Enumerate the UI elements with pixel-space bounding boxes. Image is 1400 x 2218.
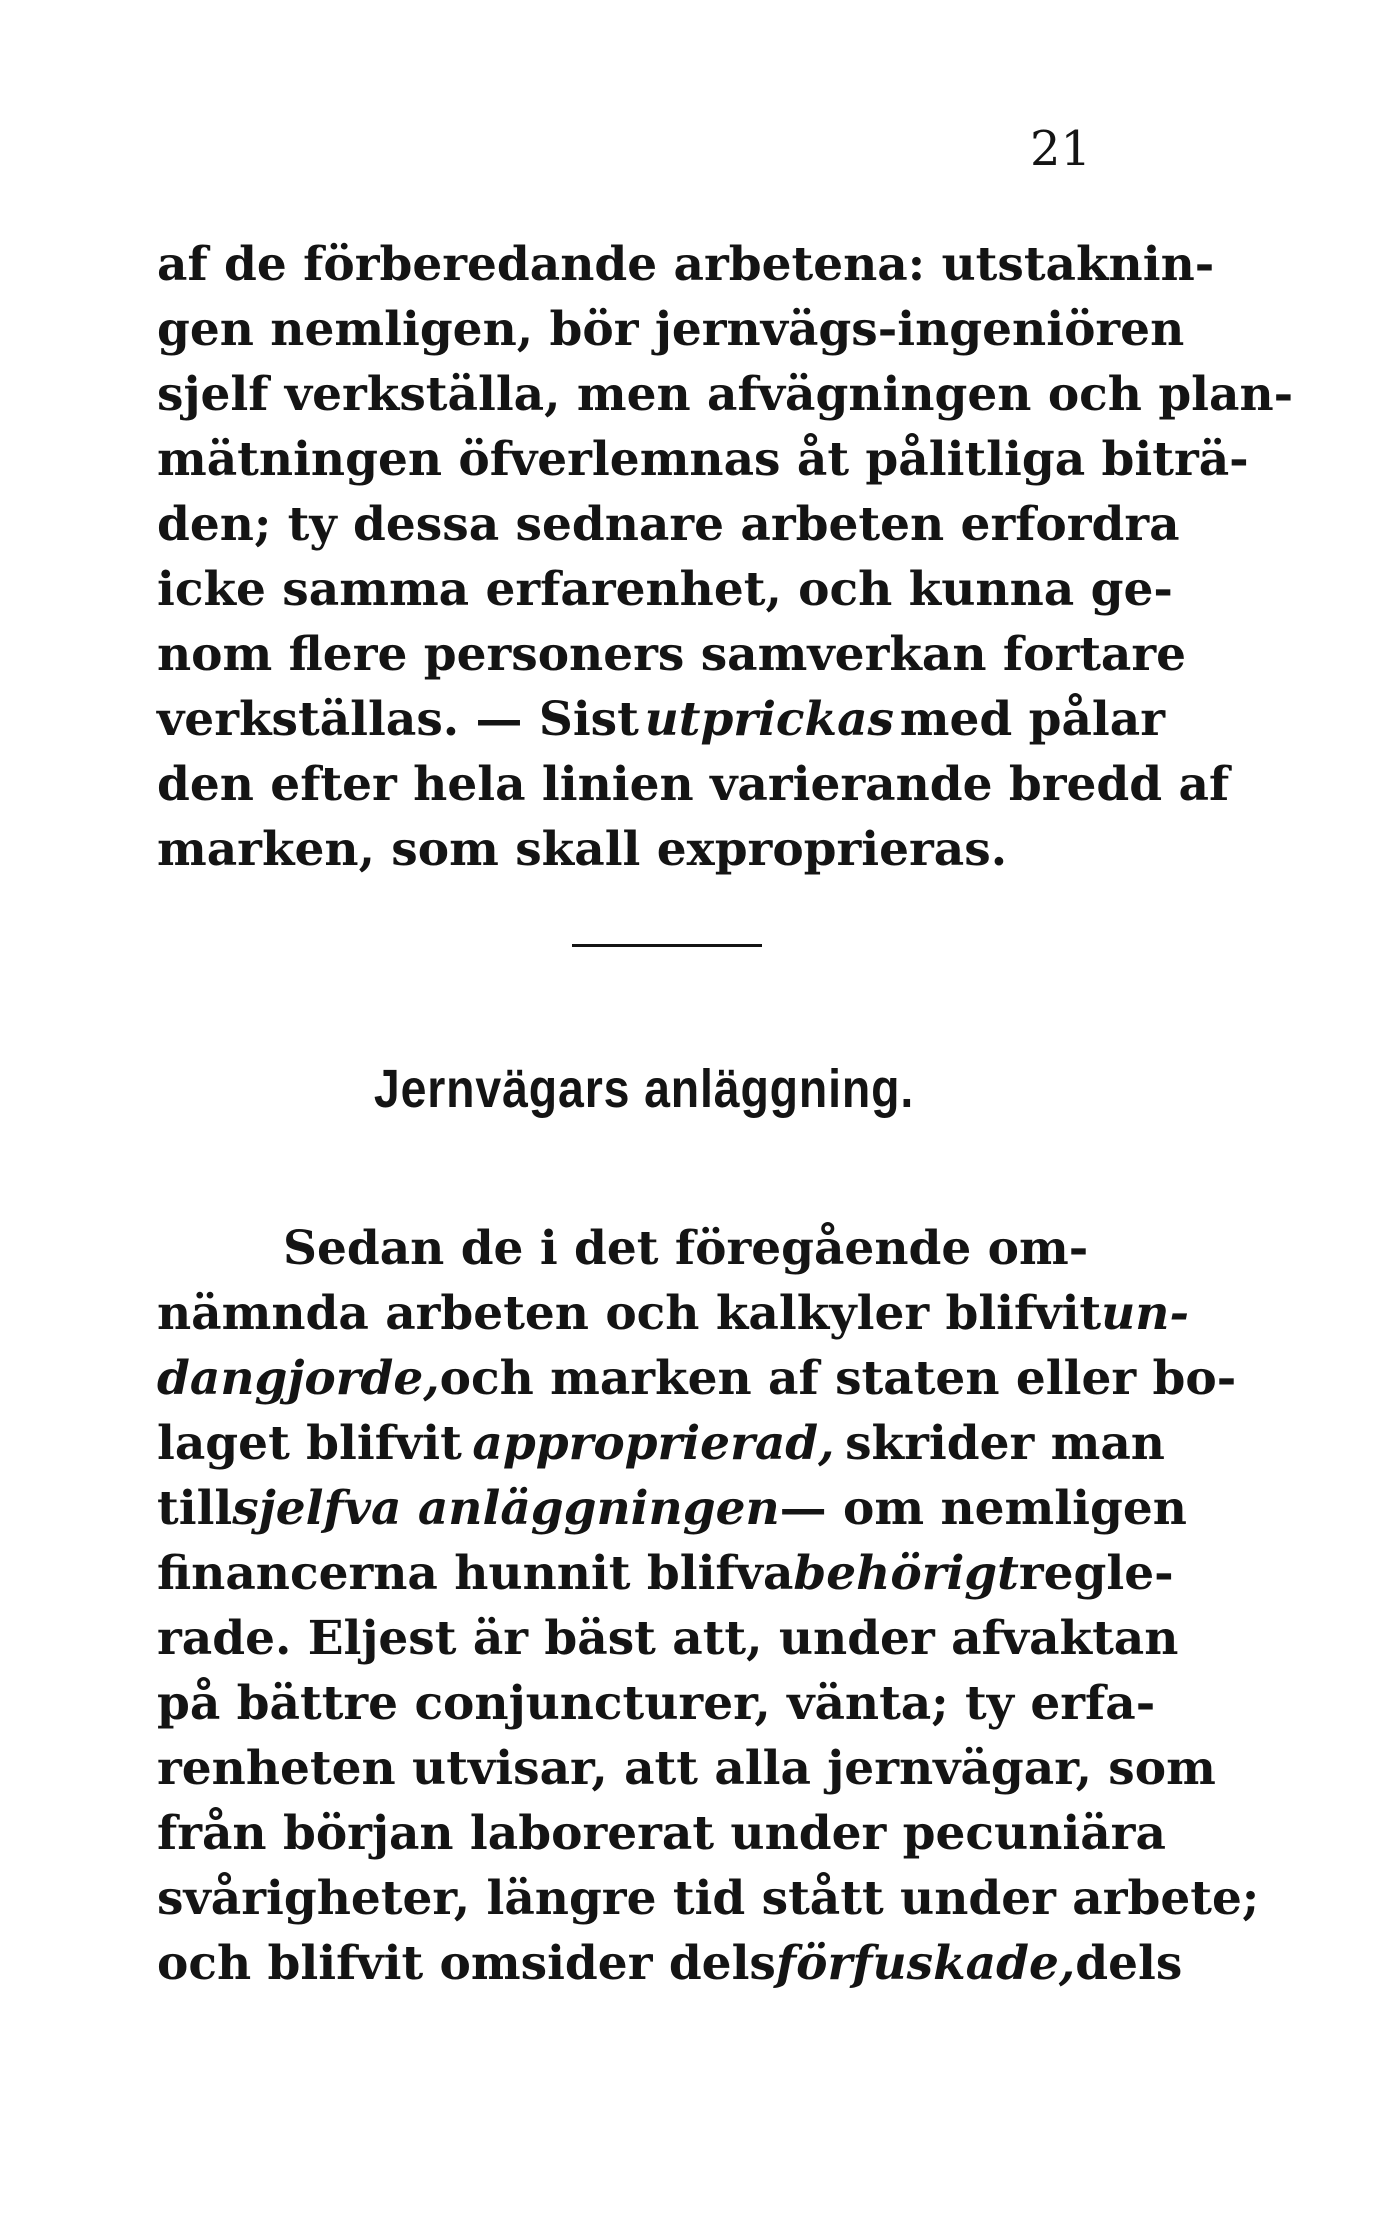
text-line: sjelf verkställa, men afvägningen och plan- xyxy=(157,367,1294,422)
text-run: regle- xyxy=(1018,1546,1174,1601)
text-line: renheten utvisar, att alla jernvägar, som xyxy=(157,1741,1216,1796)
section-divider xyxy=(572,944,762,947)
text-run: och blifvit omsider dels xyxy=(157,1936,776,1991)
text-run: till xyxy=(157,1481,233,1536)
text-run: — om nemligen xyxy=(779,1481,1187,1536)
text-line: svårigheter, längre tid stått under arbete; xyxy=(157,1871,1260,1926)
paragraph-1 xyxy=(157,232,1294,882)
text-line: den efter hela linien varierande bredd af xyxy=(157,757,1230,812)
text-line xyxy=(157,1541,1174,1606)
page-number: 21 xyxy=(1030,121,1092,177)
text-line xyxy=(157,1346,1237,1411)
emphasis-utprickas: utprickas xyxy=(644,692,895,747)
text-line: nom flere personers samverkan fortare xyxy=(157,627,1187,682)
text-run: nämnda arbeten och kalkyler blifvit xyxy=(157,1286,1102,1341)
text-line: på bättre conjuncturer, vänta; ty erfa- xyxy=(157,1676,1156,1731)
emphasis-sjelfva-anlaggningen: sjelfva anläggningen xyxy=(232,1481,780,1536)
text-run: med pålar xyxy=(899,692,1165,747)
emphasis-behorigt: behörigt xyxy=(793,1546,1019,1601)
text-line xyxy=(157,1411,1165,1476)
text-line: den; ty dessa sednare arbeten erfordra xyxy=(157,497,1180,552)
text-run: verkställas. — Sist xyxy=(157,692,639,747)
emphasis-approprierad: approprierad, xyxy=(472,1416,835,1471)
text-line xyxy=(157,1931,1183,1996)
emphasis-undangjorde-start: un- xyxy=(1101,1286,1189,1341)
text-line xyxy=(157,1281,1189,1346)
text-run: och marken af staten eller bo- xyxy=(439,1351,1237,1406)
text-line: gen nemligen, bör jernvägs-ingeniören xyxy=(157,302,1185,357)
text-run: financerna hunnit blifva xyxy=(157,1546,794,1601)
emphasis-undangjorde-end: dangjorde, xyxy=(157,1351,440,1406)
section-heading: Jernvägars anläggning. xyxy=(373,1059,915,1119)
paragraph-2 xyxy=(157,1216,1260,1996)
text-run: laget blifvit xyxy=(157,1416,462,1471)
text-line xyxy=(157,687,1165,752)
text-line xyxy=(157,1476,1187,1541)
text-line: icke samma erfarenhet, och kunna ge- xyxy=(157,562,1173,617)
text-line: Sedan de i det föregående om- xyxy=(283,1221,1089,1276)
text-line: af de förberedande arbetena: utstaknin- xyxy=(157,237,1215,292)
text-line: från början laborerat under pecuniära xyxy=(157,1806,1166,1861)
text-line: mätningen öfverlemnas åt pålitliga biträ- xyxy=(157,432,1249,487)
text-line: marken, som skall exproprieras. xyxy=(157,822,1008,877)
text-line: rade. Eljest är bäst att, under afvaktan xyxy=(157,1611,1179,1666)
text-run: skrider man xyxy=(845,1416,1165,1471)
text-run: dels xyxy=(1075,1936,1183,1991)
emphasis-forfuskade: förfuskade, xyxy=(775,1936,1076,1991)
